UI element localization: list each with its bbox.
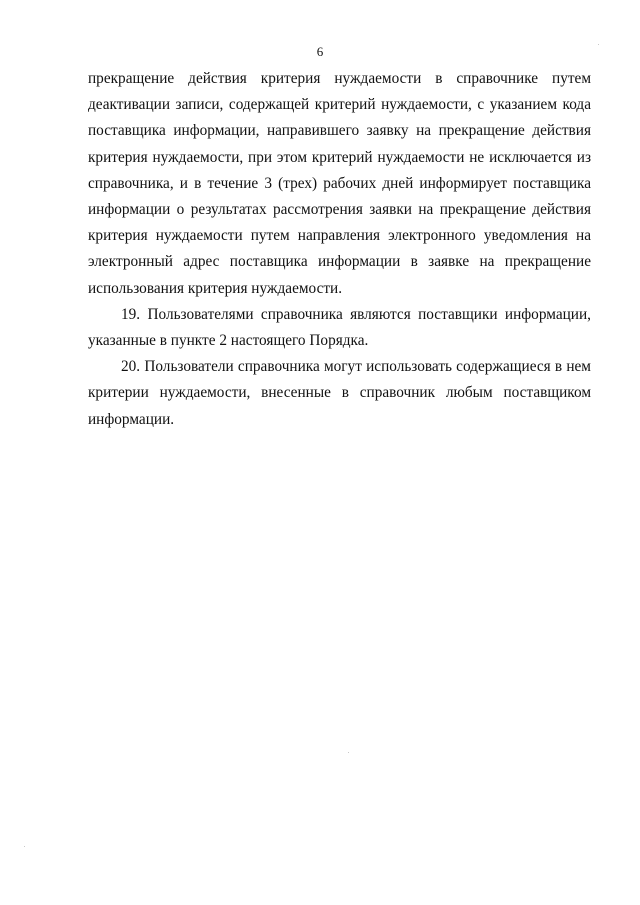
scan-speck (24, 846, 25, 847)
document-body (88, 66, 591, 433)
scan-speck (598, 44, 599, 45)
paragraph-item-20: 20. Пользователи справочника могут использовать содержащиеся в нем критерии нуждаемости, внесенные в справочник любым поставщиком информации. (88, 358, 591, 428)
scan-speck (348, 752, 349, 753)
paragraph-continuation: прекращение действия критерия нуждаемости в справочнике путем деактивации записи, содержащей критерий нуждаемости, с указанием кода поставщика информации, направившего заявку на прекращение действия критерия нуждаемости, при этом критерий нуждаемости не исключается из справочника, и в течение 3 (трех) рабочих дней информирует поставщика информации о результатах рассмотрения заявки на прекращение действия критерия нуждаемости путем направления электронного уведомления на электронный адрес поставщика информации в заявке на прекращение использования критерия нуждаемости. (88, 70, 591, 297)
page-number: 6 (316, 44, 324, 59)
paragraph-item-19: 19. Пользователями справочника являются поставщики информации, указанные в пункте 2 настоящего Порядка. (88, 305, 591, 350)
